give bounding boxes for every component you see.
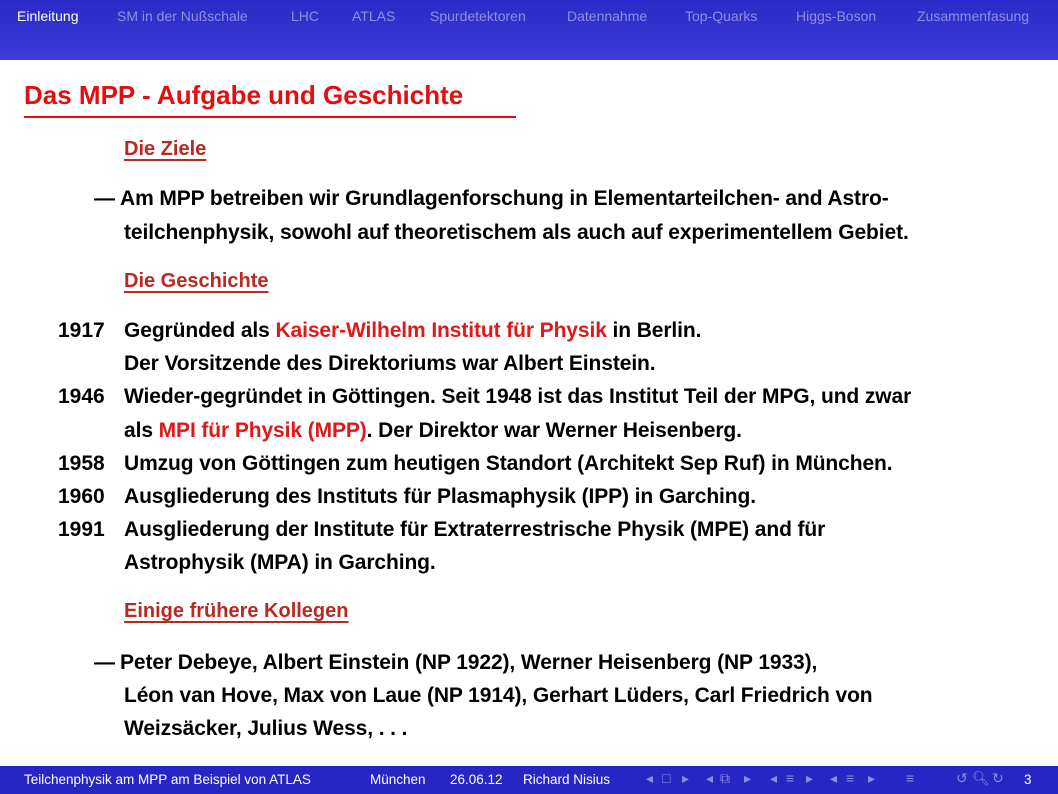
nav-subsection-icon[interactable]: ≡ [846, 770, 855, 786]
footer-talk-title: Teilchenphysik am MPP am Beispiel von ATLAS [24, 772, 311, 787]
footer-location: München [370, 772, 426, 787]
nav-item-datennahme[interactable]: Datennahme [567, 8, 648, 24]
nav-toc-icon[interactable]: ≡ [906, 770, 915, 786]
heading-die-geschichte: Die Geschichte [124, 270, 269, 292]
heading-fruehere-kollegen: Einige frühere Kollegen [124, 600, 349, 622]
goals-text-line1: Am MPP betreiben wir Grundlagenforschung in Elementarteilchen- and Astro- [120, 187, 889, 210]
history-1960-line1: Ausgliederung des Instituts für Plasmaphysik (IPP) in Garching. [124, 485, 756, 508]
history-1917-line1 [124, 319, 701, 343]
nav-prev-frame-icon[interactable]: ◂ [646, 770, 654, 786]
nav-next-frame-icon[interactable]: ▸ [682, 770, 690, 786]
nav-next-subsection-icon[interactable]: ▸ [868, 770, 876, 786]
year-1917: 1917 [58, 319, 105, 342]
bullet-dash: — [94, 187, 115, 210]
footer-bar [0, 766, 1058, 794]
kwi-physik-highlight: Kaiser-Wilhelm Institut für Physik [275, 319, 607, 342]
nav-forward-icon[interactable]: ↻ [992, 770, 1004, 786]
nav-item-zusammenfasung[interactable]: Zusammenfasung [917, 8, 1030, 24]
year-1958: 1958 [58, 452, 105, 475]
nav-next-slide-icon[interactable]: ▸ [744, 770, 752, 786]
nav-item-atlas[interactable]: ATLAS [352, 8, 396, 24]
nav-prev-subsection-icon[interactable]: ◂ [830, 770, 838, 786]
colleagues-line3: Weizsäcker, Julius Wess, . . . [124, 717, 408, 740]
history-1958-line1: Umzug von Göttingen zum heutigen Standort (Architekt Sep Ruf) in München. [124, 452, 893, 475]
nav-item-sm[interactable]: SM in der Nußschale [117, 8, 248, 24]
history-1991-line1: Ausgliederung der Institute für Extraterrestrische Physik (MPE) and für [124, 518, 826, 541]
year-1946: 1946 [58, 385, 105, 408]
nav-item-spurdetektoren[interactable]: Spurdetektoren [430, 8, 526, 24]
goals-text-line2: teilchenphysik, sowohl auf theoretischem als auch auf experimentellem Gebiet. [124, 221, 909, 244]
slide-title: Das MPP - Aufgabe und Geschichte [24, 80, 464, 110]
section-navigation-bar [0, 0, 1058, 60]
history-1917-post: in Berlin. [606, 319, 702, 342]
nav-back-icon[interactable]: ↺ [956, 770, 968, 786]
colleagues-line2: Léon van Hove, Max von Laue (NP 1914), Gerhart Lüders, Carl Friedrich von [124, 684, 873, 707]
mpp-highlight: MPI für Physik (MPP) [158, 419, 367, 442]
nav-item-lhc[interactable]: LHC [291, 8, 320, 24]
search-icon[interactable]: 🔍︎ [972, 770, 990, 786]
year-1991: 1991 [58, 518, 105, 541]
footer-author: Richard Nisius [523, 772, 611, 787]
history-1917-pre: Gegründed als [124, 319, 276, 342]
colleagues-line1: Peter Debeye, Albert Einstein (NP 1922), Werner Heisenberg (NP 1933), [120, 651, 818, 674]
history-1946-line2 [124, 419, 742, 443]
history-1946-line1: Wieder-gegründet in Göttingen. Seit 1948 ist das Institut Teil der MPG, und zwar [124, 385, 912, 408]
nav-item-higgs-boson[interactable]: Higgs-Boson [796, 8, 877, 24]
nav-next-section-icon[interactable]: ▸ [806, 770, 814, 786]
history-1946-post: . Der Direktor war Werner Heisenberg. [366, 419, 742, 442]
year-1960: 1960 [58, 485, 105, 508]
history-1991-line2: Astrophysik (MPA) in Garching. [124, 551, 436, 574]
heading-die-ziele: Die Ziele [124, 138, 207, 160]
nav-item-top-quarks[interactable]: Top-Quarks [685, 8, 758, 24]
title-underline [24, 116, 516, 118]
bullet-dash-2: — [94, 651, 115, 674]
history-1946-pre: als [124, 419, 159, 442]
nav-prev-slide-icon[interactable]: ◂ [706, 770, 714, 786]
history-1917-line2: Der Vorsitzende des Direktoriums war Albert Einstein. [124, 352, 656, 375]
nav-slide-icon[interactable]: ⧉ [720, 770, 730, 786]
nav-frame-icon[interactable]: □ [662, 770, 671, 786]
footer-date: 26.06.12 [450, 772, 503, 787]
nav-prev-section-icon[interactable]: ◂ [770, 770, 778, 786]
footer-page-number: 3 [1024, 772, 1032, 787]
nav-section-icon[interactable]: ≡ [786, 770, 795, 786]
nav-item-einleitung[interactable]: Einleitung [17, 8, 79, 24]
